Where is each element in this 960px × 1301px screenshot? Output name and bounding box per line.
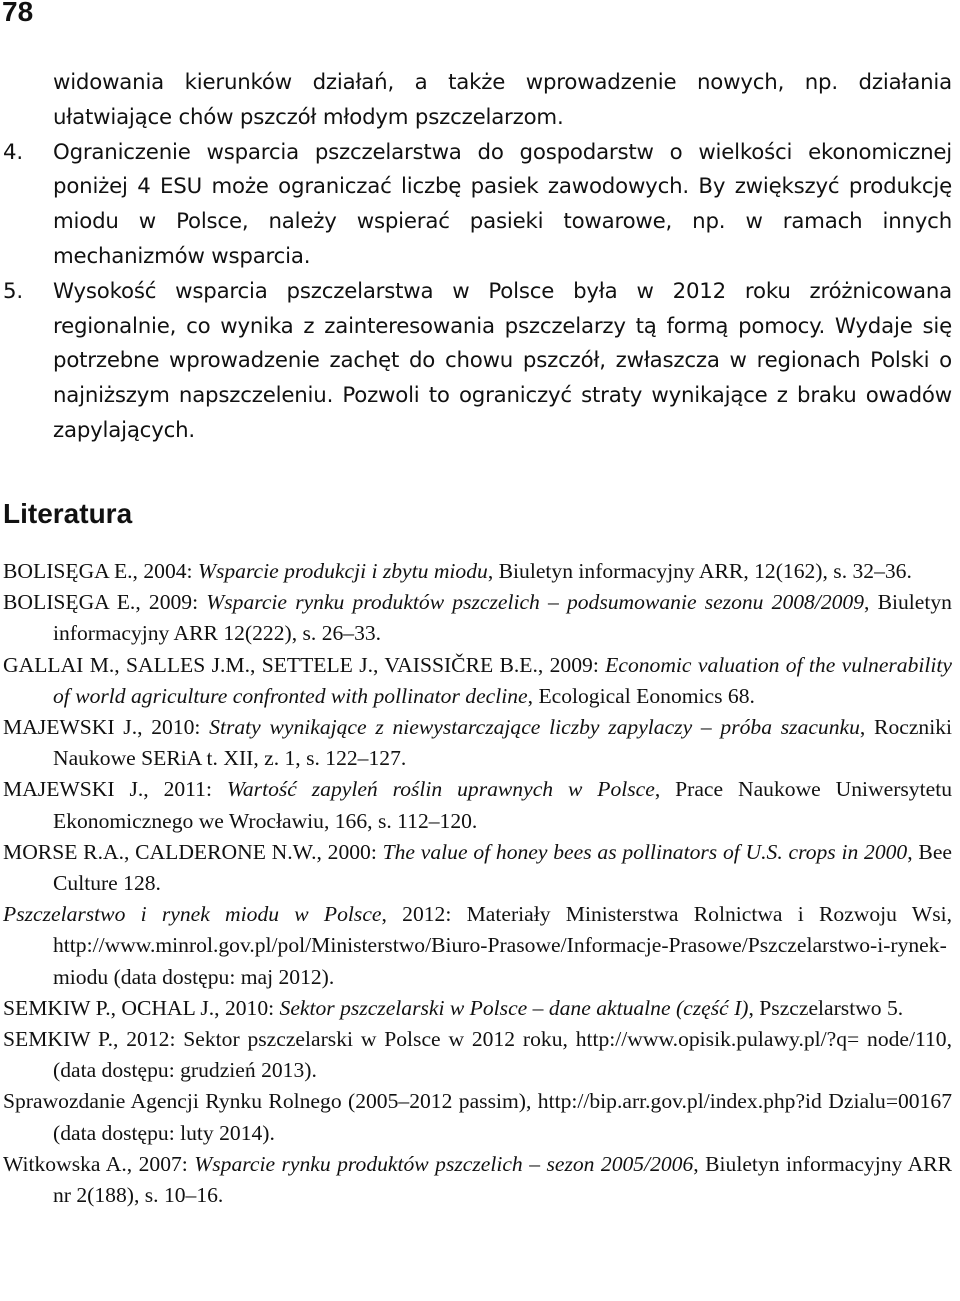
ref-source: , Biuletyn informacyjny ARR, 12(162), s. 32–36. [487, 559, 912, 583]
section-heading-literatura: Literatura [3, 498, 133, 529]
ref-main: Sprawozdanie Agencji Rynku Rolnego (2005–2012 passim), http://bip.arr.gov.pl/index.php?id Dzialu=00167 (data dostępu: luty 2014). [3, 1089, 952, 1145]
ref-title: Economic valuation of the vulnerability of world agriculture confronted with pollinator decline [53, 652, 952, 708]
ref-main: MAJEWSKI J., 2011: [3, 777, 227, 802]
ref-title: Wartość zapyleń roślin uprawnych w Polsce [226, 777, 655, 802]
ref-source: , Roczniki Naukowe SERiA t. XII, z. 1, s. 122–127. [53, 715, 952, 771]
ref-title: The value of honey bees as pollinators of U.S. crops in 2000 [382, 839, 908, 864]
ref-title: Straty wynikające z niewystarczające liczby zapylaczy – próba szacunku [209, 715, 860, 740]
ref-main: SEMKIW P., OCHAL J., 2010: [3, 995, 280, 1020]
reference-item [0, 587, 952, 649]
reference-item [0, 1024, 952, 1086]
reference-item [0, 774, 952, 836]
ref-source: , Biuletyn informacyjny ARR 12(222), s. 26–33. [53, 590, 952, 646]
reference-item [0, 899, 952, 993]
paragraph-text: Ograniczenie wsparcia pszczelarstwa do gospodarstw o wielkości ekonomicznej poniżej 4 ESU może ograniczać liczbę pasiek zawodowych. By zwiększyć produkcję miodu w Polsce, należy wspierać pasieki towarowe, np. w ramach innych mechanizmów wsparcia. [53, 139, 952, 269]
ref-title: Wsparcie produkcji i zbytu miodu [197, 559, 488, 583]
ref-main: BOLISĘGA E., 2009: [3, 590, 207, 615]
reference-list [0, 556, 952, 1211]
ref-main: GALLAI M., SALLES J.M., SETTELE J., VAISSIČRE B.E., 2009: [3, 652, 606, 677]
ref-title: Pszczelarstwo i rynek miodu w Polsce [3, 902, 382, 927]
ref-source: , Prace Naukowe Uniwersytetu Ekonomicznego we Wrocławiu, 166, s. 112–120. [53, 777, 952, 833]
ref-main: MORSE R.A., CALDERONE N.W., 2000: [3, 839, 383, 864]
page-number: 78 [2, 0, 34, 27]
reference-item [0, 650, 952, 712]
numbered-conclusion-4 [0, 136, 952, 275]
ref-title: Wsparcie rynku produktów pszczelich – sezon 2005/2006 [194, 1151, 694, 1176]
item-number: 5. [3, 278, 23, 304]
ref-main: Witkowska A., 2007: [3, 1151, 195, 1176]
ref-source: , Ecological Eonomics 68. [527, 683, 755, 708]
paragraph-text: Wysokość wsparcia pszczelarstwa w Polsce była w 2012 roku zróżnicowana regionalnie, co wynika z zainteresowania pszczelarzy tą formą pomocy. Wydaje się potrzebne wprowadzenie zachęt do chowu pszczół, zwłaszcza w regionach Polski o najniższym napszczeleniu. Pozwoli to ograniczyć straty wynikające z braku owadów zapylających. [53, 278, 952, 443]
ref-main: SEMKIW P., 2012: Sektor pszczelarski w Polsce w 2012 roku, http://www.opisik.pulawy.pl/?q= node/110, (data dostępu: grudzień 2013). [3, 1027, 952, 1083]
ref-title: Sektor pszczelarski w Polsce – dane aktualne (część I) [279, 995, 749, 1020]
ref-source: , Bee Culture 128. [53, 839, 952, 896]
ref-title: Wsparcie rynku produktów pszczelich – podsumowanie sezonu 2008/2009 [206, 590, 865, 615]
paragraph-continuation [0, 66, 952, 136]
reference-item [0, 712, 952, 774]
ref-main: MAJEWSKI J., 2010: [3, 715, 210, 740]
ref-main: BOLISĘGA E., 2004: [3, 559, 198, 583]
ref-source: , Biuletyn informacyjny ARR nr 2(188), s. 10–16. [53, 1151, 952, 1208]
body-text [0, 66, 952, 449]
ref-source: , 2012: Materiały Ministerstwa Rolnictwa i Rozwoju Wsi, http://www.minrol.gov.pl/pol/Ministerstwo/Biuro-Prasowe/Informacje-Prasowe/Pszczelarstwo-i-rynek-miodu (data dostępu: maj 2012). [53, 902, 953, 989]
paragraph-text: widowania kierunków działań, a także wprowadzenie nowych, np. działania ułatwiające chów pszczół młodym pszczelarzom. [53, 70, 952, 130]
ref-source: , Pszczelarstwo 5. [748, 995, 904, 1020]
reference-item [0, 993, 952, 1024]
reference-item [0, 837, 952, 899]
reference-item [0, 556, 952, 587]
reference-item [0, 1086, 952, 1148]
numbered-conclusion-5 [0, 275, 952, 449]
reference-item [0, 1149, 952, 1211]
item-number: 4. [3, 139, 23, 165]
